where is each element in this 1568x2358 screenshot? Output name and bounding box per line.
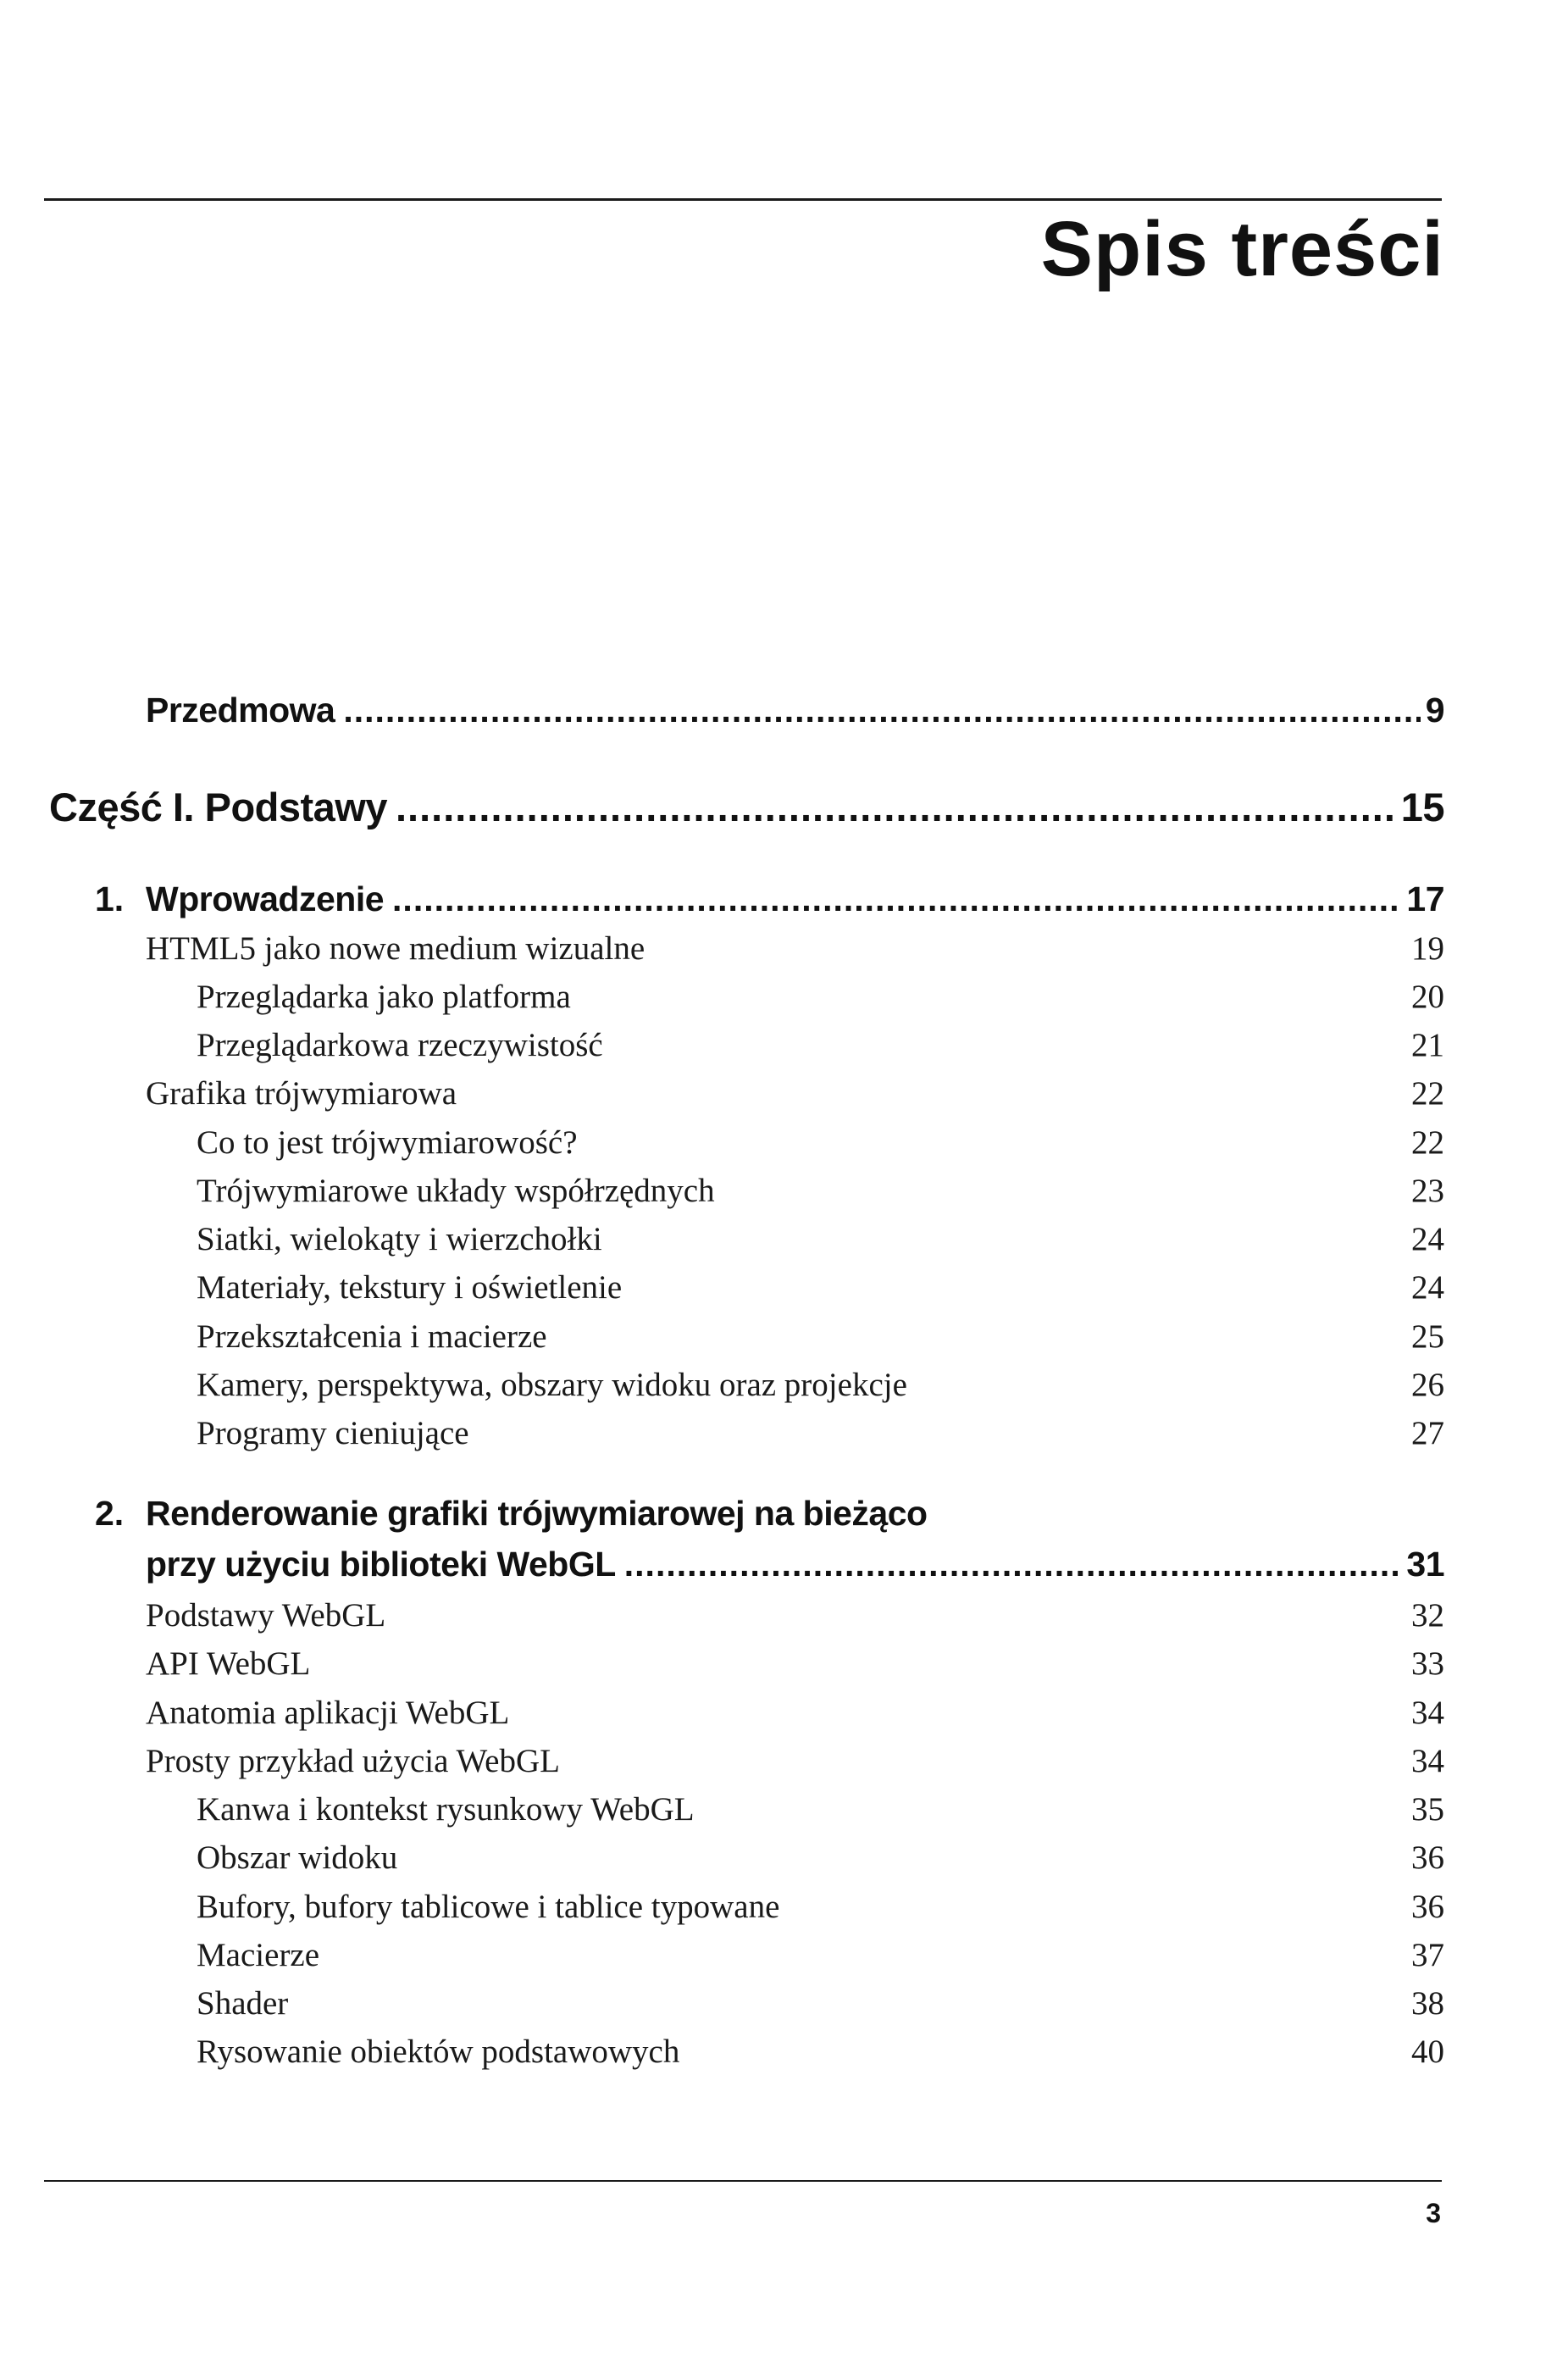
toc-subsection-label: Kanwa i kontekst rysunkowy WebGL [197, 1791, 695, 1828]
toc-chapter-1[interactable] [146, 879, 1444, 919]
toc-section-label: HTML5 jako nowe medium wizualne [146, 930, 645, 967]
toc-section-page: 22 [1411, 1075, 1444, 1112]
toc-section[interactable] [146, 1645, 1444, 1689]
toc-section[interactable] [146, 1074, 1444, 1118]
toc-subsection-label: Bufory, bufory tablicowe i tablice typowane [197, 1889, 780, 1925]
toc-subsection[interactable] [197, 2033, 1444, 2077]
toc-subsection[interactable] [197, 1366, 1444, 1410]
toc-part-1-label: Część I. Podstawy [49, 785, 387, 829]
toc-subsection-label: Siatki, wielokąty i wierzchołki [197, 1221, 602, 1257]
toc-subsection-page: 40 [1411, 2033, 1444, 2070]
toc-section-label: Anatomia aplikacji WebGL [146, 1695, 510, 1731]
toc-subsection-label: Przekształcenia i macierze [197, 1318, 547, 1355]
toc-subsection[interactable] [197, 1172, 1444, 1216]
toc-subsection-label: Przeglądarkowa rzeczywistość [197, 1027, 603, 1063]
toc-preface-page: 9 [1425, 691, 1444, 730]
bottom-rule [44, 2180, 1442, 2182]
toc-section-page: 34 [1411, 1743, 1444, 1779]
page-title: Spis treści [1040, 206, 1444, 292]
toc-subsection-label: Trójwymiarowe układy współrzędnych [197, 1173, 715, 1209]
toc-subsection[interactable] [197, 1414, 1444, 1458]
toc-chapter-2-label-line2: przy użyciu biblioteki WebGL [146, 1545, 616, 1584]
toc-subsection-label: Przeglądarka jako platforma [197, 979, 571, 1015]
toc-subsection-label: Macierze [197, 1937, 320, 1973]
toc-subsection[interactable] [197, 1984, 1444, 2028]
toc-subsection[interactable] [197, 1220, 1444, 1264]
toc-preface-label: Przedmowa [146, 691, 335, 730]
toc-section-label: Grafika trójwymiarowa [146, 1075, 457, 1112]
toc-subsection-label: Rysowanie obiektów podstawowych [197, 2033, 680, 2070]
toc-chapter-1-label: Wprowadzenie [146, 879, 385, 918]
toc-subsection-page: 27 [1411, 1415, 1444, 1451]
toc-subsection-label: Kamery, perspektywa, obszary widoku oraz projekcje [197, 1367, 907, 1403]
chapter-2-number: 2. [95, 1494, 125, 1533]
toc-subsection-page: 35 [1411, 1791, 1444, 1828]
toc-section-page: 32 [1411, 1597, 1444, 1634]
toc-subsection-page: 22 [1411, 1124, 1444, 1161]
toc-subsection[interactable] [197, 1839, 1444, 1883]
toc-chapter-2[interactable] [146, 1545, 1444, 1584]
toc-subsection-page: 38 [1411, 1985, 1444, 2022]
toc-section[interactable] [146, 929, 1444, 974]
toc-section[interactable] [146, 1596, 1444, 1640]
toc-subsection[interactable] [197, 1936, 1444, 1980]
toc-subsection-page: 23 [1411, 1173, 1444, 1209]
toc-subsection-page: 36 [1411, 1889, 1444, 1925]
toc-subsection-page: 26 [1411, 1367, 1444, 1403]
toc-preface[interactable] [146, 691, 1444, 730]
toc-subsection-page: 21 [1411, 1027, 1444, 1063]
toc-subsection-page: 36 [1411, 1839, 1444, 1876]
toc-subsection[interactable] [197, 1318, 1444, 1362]
dot-leader [396, 784, 1396, 830]
toc-subsection-label: Materiały, tekstury i oświetlenie [197, 1269, 623, 1306]
toc-part-1[interactable] [49, 784, 1444, 830]
toc-subsection-page: 20 [1411, 979, 1444, 1015]
toc-section-label: API WebGL [146, 1645, 311, 1682]
toc-chapter-1-page: 17 [1406, 879, 1444, 918]
toc-subsection[interactable] [197, 1790, 1444, 1834]
toc-subsection-page: 37 [1411, 1937, 1444, 1973]
dot-leader [343, 691, 1420, 730]
toc-subsection[interactable] [197, 978, 1444, 1022]
toc-subsection-label: Shader [197, 1985, 289, 2022]
dot-leader [624, 1545, 1402, 1584]
toc-subsection-label: Obszar widoku [197, 1839, 398, 1876]
toc-part-1-page: 15 [1400, 785, 1444, 829]
toc-subsection[interactable] [197, 1268, 1444, 1312]
toc-section-page: 34 [1411, 1695, 1444, 1731]
toc-subsection-label: Co to jest trójwymiarowość? [197, 1124, 578, 1161]
toc-section[interactable] [146, 1742, 1444, 1786]
toc-section-page: 19 [1411, 930, 1444, 967]
toc-chapter-2-label-line1[interactable]: Renderowanie grafiki trójwymiarowej na bieżąco [146, 1494, 928, 1533]
toc-section[interactable] [146, 1694, 1444, 1738]
page-number: 3 [1426, 2198, 1441, 2228]
toc-section-page: 33 [1411, 1645, 1444, 1682]
toc-section-label: Prosty przykład użycia WebGL [146, 1743, 560, 1779]
toc-chapter-2-page: 31 [1406, 1545, 1444, 1584]
toc-subsection-page: 24 [1411, 1269, 1444, 1306]
toc-subsection[interactable] [197, 1026, 1444, 1070]
toc-subsection-label: Programy cieniujące [197, 1415, 469, 1451]
toc-subsection[interactable] [197, 1124, 1444, 1168]
dot-leader [392, 879, 1401, 919]
toc-section-label: Podstawy WebGL [146, 1597, 386, 1634]
chapter-1-number: 1. [95, 879, 125, 918]
toc-subsection-page: 25 [1411, 1318, 1444, 1355]
toc-subsection-page: 24 [1411, 1221, 1444, 1257]
toc-subsection[interactable] [197, 1888, 1444, 1932]
